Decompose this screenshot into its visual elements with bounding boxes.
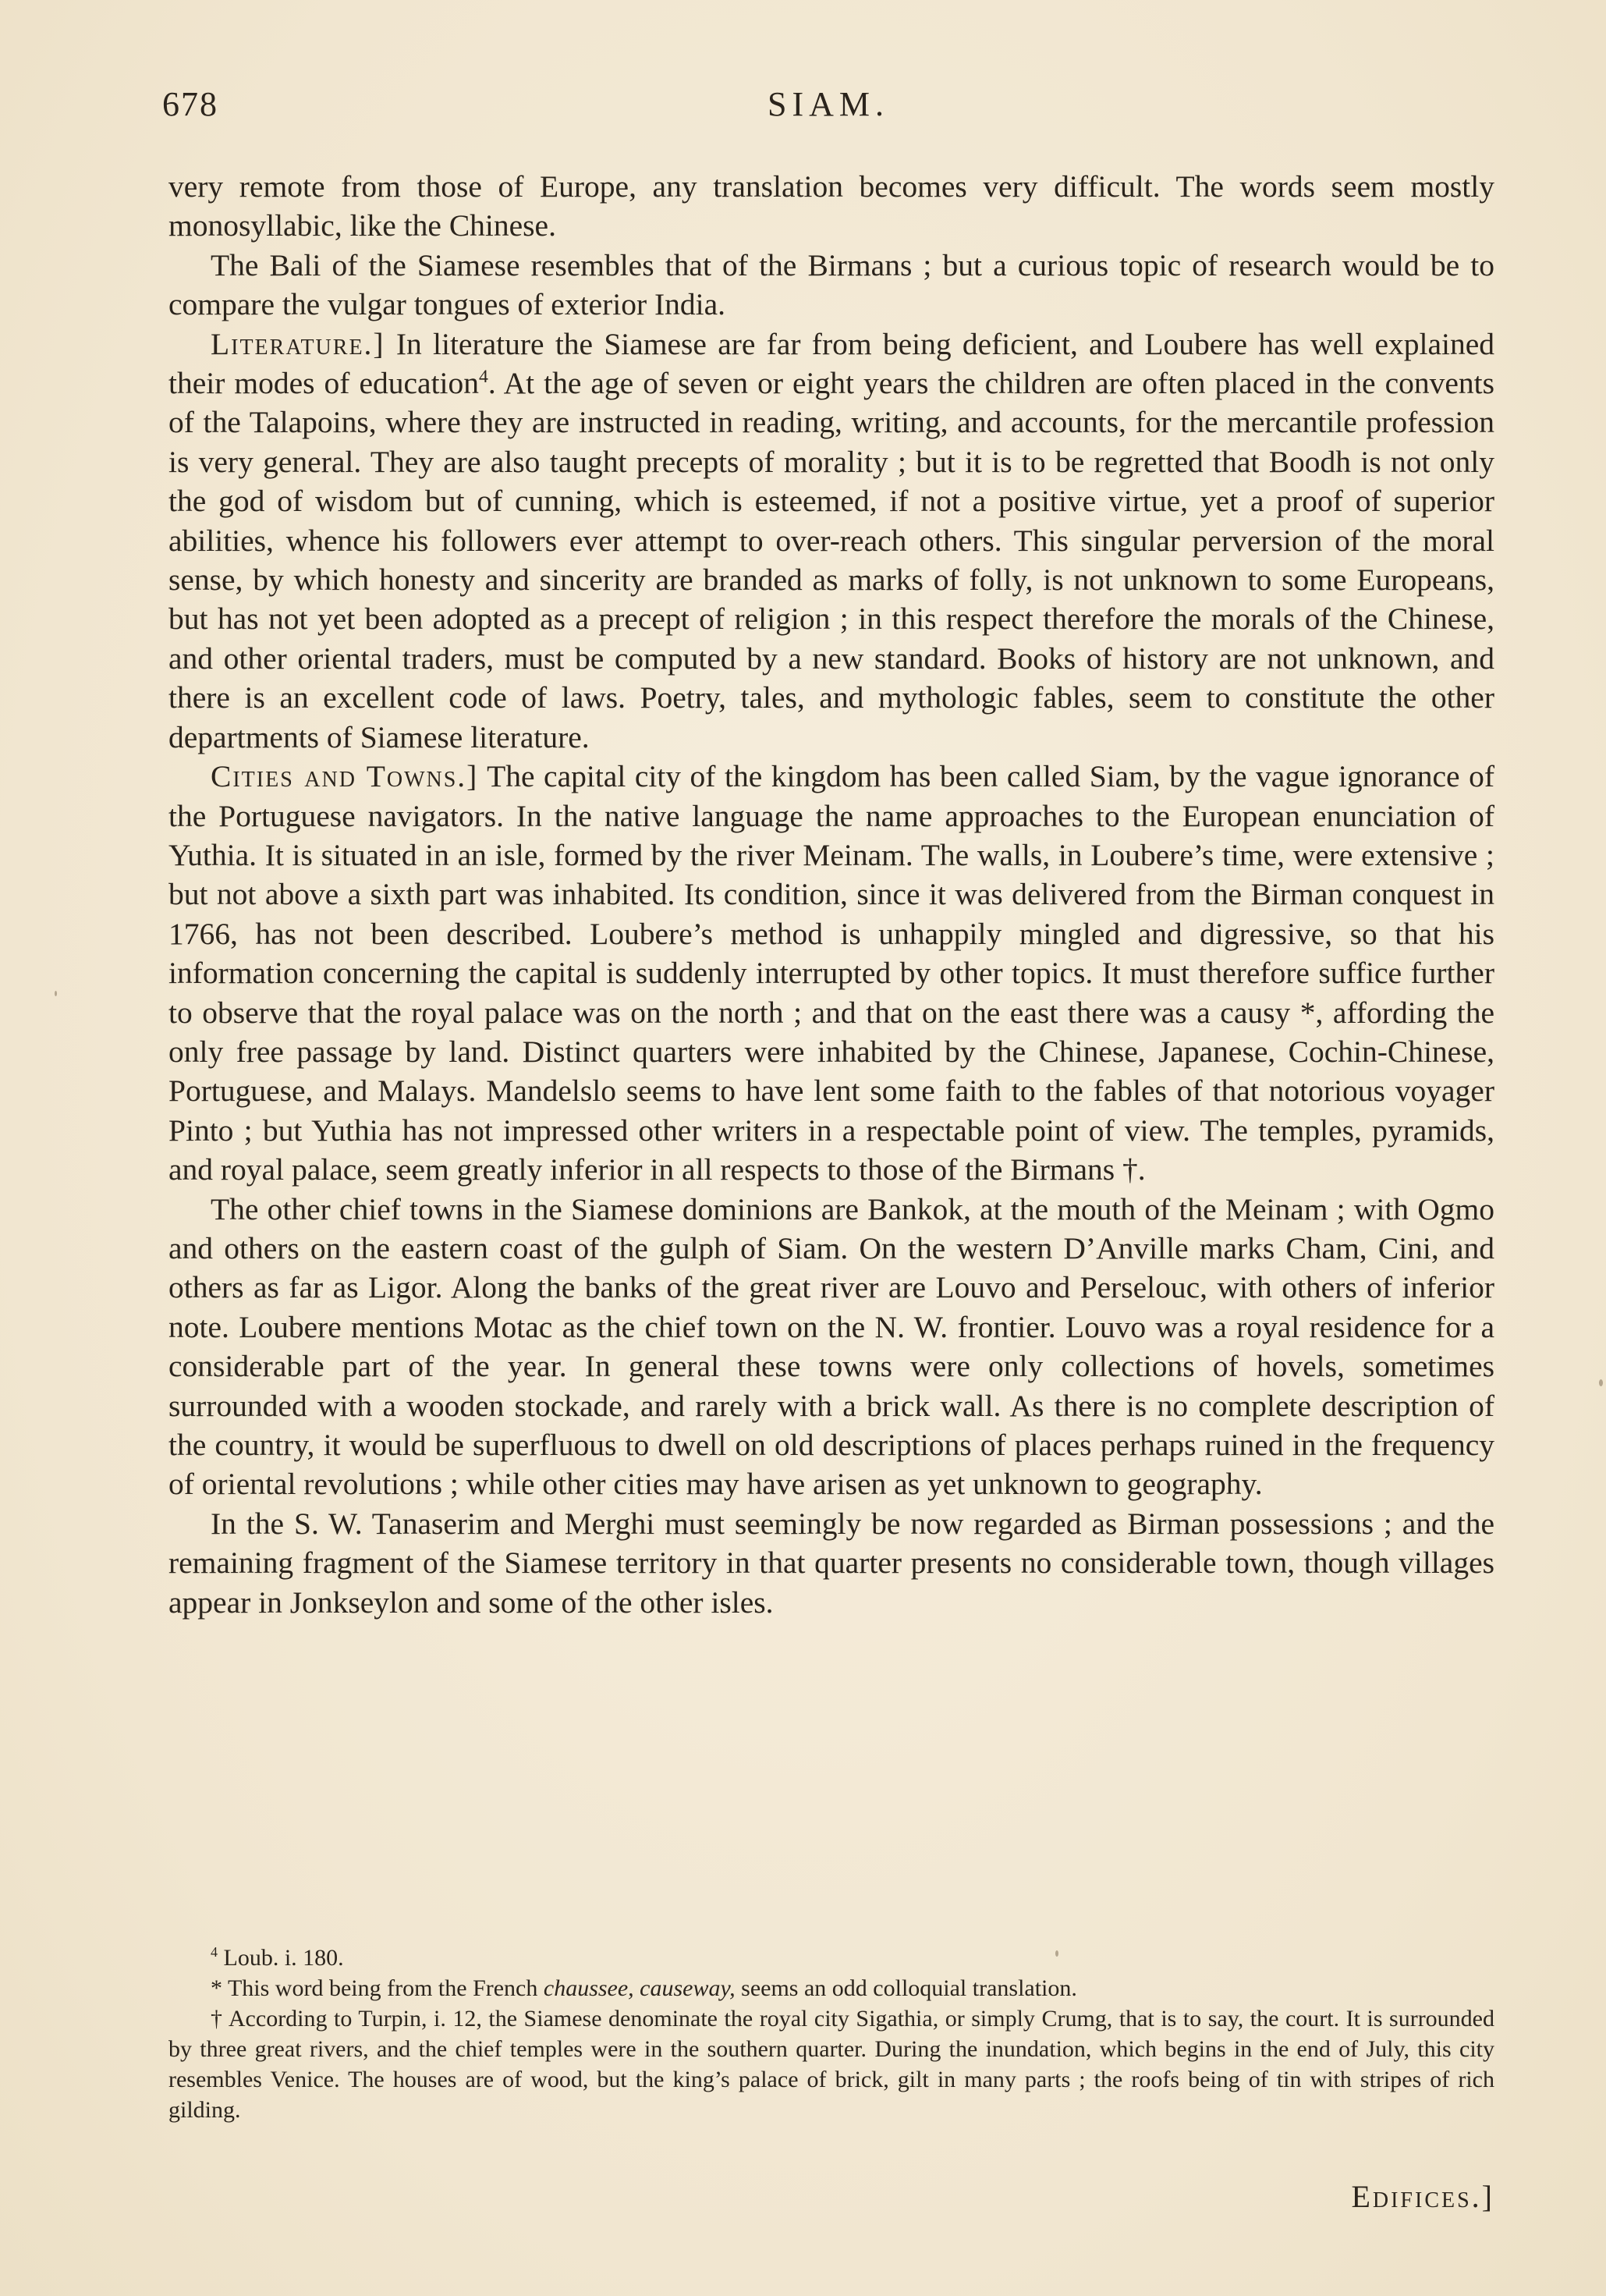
page-header bbox=[162, 84, 1494, 131]
section-heading-literature: Literature.] bbox=[211, 326, 385, 361]
footnote-dagger: † According to Turpin, i. 12, the Siamese denominate the royal city Sigathia, or simply Crumg, that is to say, the court. It is surrounded by three great rivers, and the chief temples were in the southern quarter. During the inundation, which begins in the end of July, this city resembles Venice. The houses are of wood, but the king’s palace of brick, gilt in many parts ; the roofs being of tin with stripes of rich gilding. bbox=[168, 2006, 1494, 2123]
section-heading-cities: Cities and Towns.] bbox=[211, 759, 479, 794]
footnote-4 bbox=[168, 1943, 1494, 1973]
paper-speck bbox=[55, 991, 57, 996]
catchword: Edifices.] bbox=[1351, 2179, 1494, 2214]
running-title: SIAM. bbox=[767, 85, 890, 123]
cities-text: The capital city of the kingdom has been called Siam, by the vague ignorance of the Portuguese navigators. In the native language the name approaches to the European enunciation of Yuthia. It is situated in an isle, formed by the river Meinam. The walls, in Loubere’s time, were extensive ; but not above a sixth part was inhabited. Its condition, since it was delivered from the Birman conquest in 1766, has not been described. Loubere’s method is unhappily mingled and digressive, so that his information concerning the capital is suddenly interrupted by other topics. It must therefore suffice further to observe that the royal palace was on the north ; and that on the east there was a causy *, affording the only free passage by land. Distinct quarters were inhabited by the Chinese, Japanese, Cochin-Chinese, Portuguese, and Malays. Mandelslo seems to have lent some faith to the fables of that notorious voyager Pinto ; but Yuthia has not impressed other writers in a respectable point of view. The temples, pyramids, and royal palace, seem greatly inferior in all respects to those of the Birmans †. bbox=[168, 759, 1495, 1187]
literature-text-rest: . At the age of seven or eight years the children are often placed in the convents of the Talapoins, where they are instructed in reading, writing, and accounts, for the mercantile profession is very general. They are also taught precepts of morality ; but it is to be regretted that Boodh is not only the god of wisdom but of cunning, which is esteemed, if not a positive virtue, yet a proof of superior abilities, whence his followers ever attempt to over-reach others. This singular perversion of the moral sense, by which honesty and sincerity are branded as marks of folly, is not unknown to some Europeans, but has not yet been adopted as a precept of religion ; in this respect therefore the morals of the Chinese, and other oriental traders, must be computed by a new standard. Books of history are not unknown, and there is an excellent code of laws. Poetry, tales, and mythologic fables, seem to constitute the other departments of Siamese literature. bbox=[168, 366, 1494, 754]
paragraph-bali: The Bali of the Siamese resembles that of the Birmans ; but a curious topic of research would be to compare the vulgar tongues of exterior India. bbox=[168, 247, 1494, 322]
main-text bbox=[168, 167, 1494, 1622]
paragraph-literature bbox=[168, 325, 1494, 757]
paragraph-cities bbox=[168, 757, 1494, 1189]
paragraph-other-towns: The other chief towns in the Siamese dominions are Bankok, at the mouth of the Meinam ; with Ogmo and others on the eastern coast of the gulph of Siam. On the western D’Anville marks Cham, Cini, and others as far as Ligor. Along the banks of the great river are Louvo and Perselouc, with others of inferior note. Loubere mentions Motac as the chief town on the N. W. frontier. Louvo was a royal residence for a considerable part of the year. In general these towns were only collections of hovels, sometimes surrounded with a wooden stockade, and rarely with a brick wall. As there is no complete description of the country, it would be superfluous to dwell on old descriptions of places perhaps ruined in the frequency of oriental revolutions ; while other cities may have arisen as yet unknown to geography. bbox=[168, 1191, 1494, 1502]
footnote-star-italic: chaussee, causeway, bbox=[543, 1975, 736, 2001]
literature-text-start: In literature the Siamese are far from being deficient, and Loubere has well explained their modes of education bbox=[168, 326, 1494, 401]
page-number: 678 bbox=[162, 85, 218, 123]
footnote-star-text-end: seems an odd colloquial translation. bbox=[735, 1975, 1077, 2001]
footnote-mark-4: 4 bbox=[211, 1944, 218, 1960]
paragraph-southwest: In the S. W. Tanaserim and Merghi must seemingly be now regarded as Birman possessions ; and the remaining fragment of the Siamese territory in that quarter presents no considerable town, though villages appear in Jonkseylon and some of the other isles. bbox=[168, 1506, 1494, 1620]
footnotes bbox=[168, 1943, 1494, 2125]
footnote-star-text-start: * This word being from the French bbox=[211, 1975, 544, 2001]
paper-speck bbox=[1055, 1950, 1058, 1957]
footnote-4-text: Loub. i. 180. bbox=[218, 1945, 344, 1971]
paragraph-language-continued: very remote from those of Europe, any translation becomes very difficult. The words seem mostly monosyllabic, like the Chinese. bbox=[168, 169, 1494, 243]
footnote-star bbox=[168, 1973, 1494, 2003]
paper-speck bbox=[1599, 1379, 1603, 1386]
footnote-ref-4: 4 bbox=[479, 366, 488, 387]
